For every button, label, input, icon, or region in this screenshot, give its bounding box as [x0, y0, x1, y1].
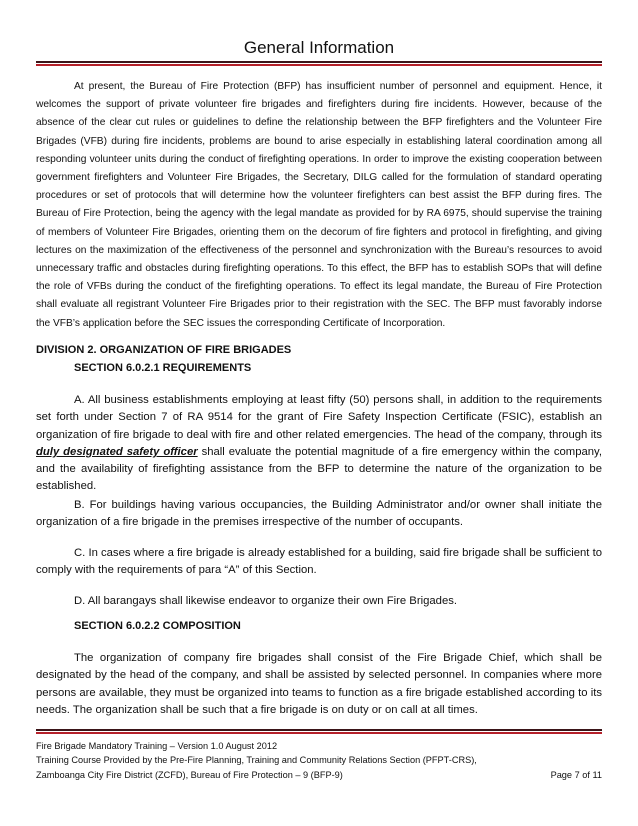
section-composition-heading: SECTION 6.0.2.2 COMPOSITION — [74, 620, 241, 632]
page-header-title: General Information — [243, 38, 395, 57]
composition-paragraph: The organization of company fire brigades shall consist of the Fire Brigade Chief, which shall be designated by the head of the company, and shall be assisted by selected personnel. In companies where more persons are available, they must be organized into teams to function as a fire brigade established according to its needs. The organization shall be such that a fire brigade is on duty or on call at all times. — [36, 652, 602, 716]
emphasis-safety-officer: duly designated safety officer — [36, 445, 198, 458]
footer-divider — [36, 729, 602, 734]
requirement-paragraph-d: D. All barangays shall likewise endeavor to organize their own Fire Brigades. — [74, 595, 458, 607]
requirement-paragraph-a: A. All business establishments employing at least fifty (50) persons shall, in addition to the requirements set forth under Section 7 of RA 9514 for the grant of Fire Safety Inspection Certificate (FSIC), establish an organization of fire brigade to deal with fire and other related emergencies. The head of the company, through its duly designated safety officer shall evaluate the potential magnitude of a fire emergency within the company, and the availability of firefighting assistance from the BFP to determine the nature of the organization to be established. — [36, 394, 602, 493]
footer-line-3: Zamboanga City Fire District (ZCFD), Bureau of Fire Protection – 9 (BFP-9) — [36, 769, 343, 780]
footer-line-2: Training Course Provided by the Pre-Fire Planning, Training and Community Relations Section (PFPT-CRS), — [36, 755, 477, 766]
requirement-paragraph-b: B. For buildings having various occupancies, the Building Administrator and/or owner shall initiate the organization of a fire brigade in the premises irrespective of the number of occupants. — [36, 499, 602, 529]
division-heading: DIVISION 2. ORGANIZATION OF FIRE BRIGADES — [36, 344, 292, 356]
section-requirements-heading: SECTION 6.0.2.1 REQUIREMENTS — [74, 362, 252, 374]
intro-paragraph: At present, the Bureau of Fire Protection (BFP) has insufficient number of personnel and equipment. Hence, it welcomes the support of private volunteer fire brigades and firefighters during fire incidents. However, because of the absence of the clear cut rules or guidelines to define the relationship between the BFP firefighters and the Volunteer Fire Brigades (VFB) during fire incidents, problems are bound to arise especially in establishing lateral coordination among all responding volunteer units during the conduct of firefighting operations. In order to improve the existing cooperation between government firefighters and Volunteer Fire Brigades, the Secretary, DILG called for the formulation of standard operating procedures or set of protocols that will determine how the volunteer firefighters can best assist the BFP during fires. The Bureau of Fire Protection, being the agency with the legal mandate as provided for by RA 6975, should supervise the training of members of Volunteer Fire Brigades, orienting them on the decorum of fire fighters and protocol in firefighting, and giving lectures on the maximization of the effectiveness of the personnel and synchronization with the Bureau’s resources to avoid unnecessary traffic and obstacles during firefighting operations. To this effect, the BFP has to establish SOPs that will define the role of VFBs during the conduct of the firefighting operations. To effect its legal mandate, the Bureau of Fire Protection shall evaluate all registrant Volunteer Fire Brigades prior to their registration with the SEC. The BFP must favorably indorse the VFB’s application before the SEC issues the corresponding Certificate of Incorporation. — [36, 81, 602, 329]
header-divider — [36, 61, 602, 66]
requirement-paragraph-c: C. In cases where a fire brigade is already established for a building, said fire brigade shall be sufficient to comply with the requirements of para “A” of this Section. — [36, 547, 602, 577]
footer-line-1: Fire Brigade Mandatory Training – Version 1.0 August 2012 — [36, 741, 278, 751]
page-number: Page 7 of 11 — [550, 769, 602, 780]
page-footer — [36, 739, 602, 782]
